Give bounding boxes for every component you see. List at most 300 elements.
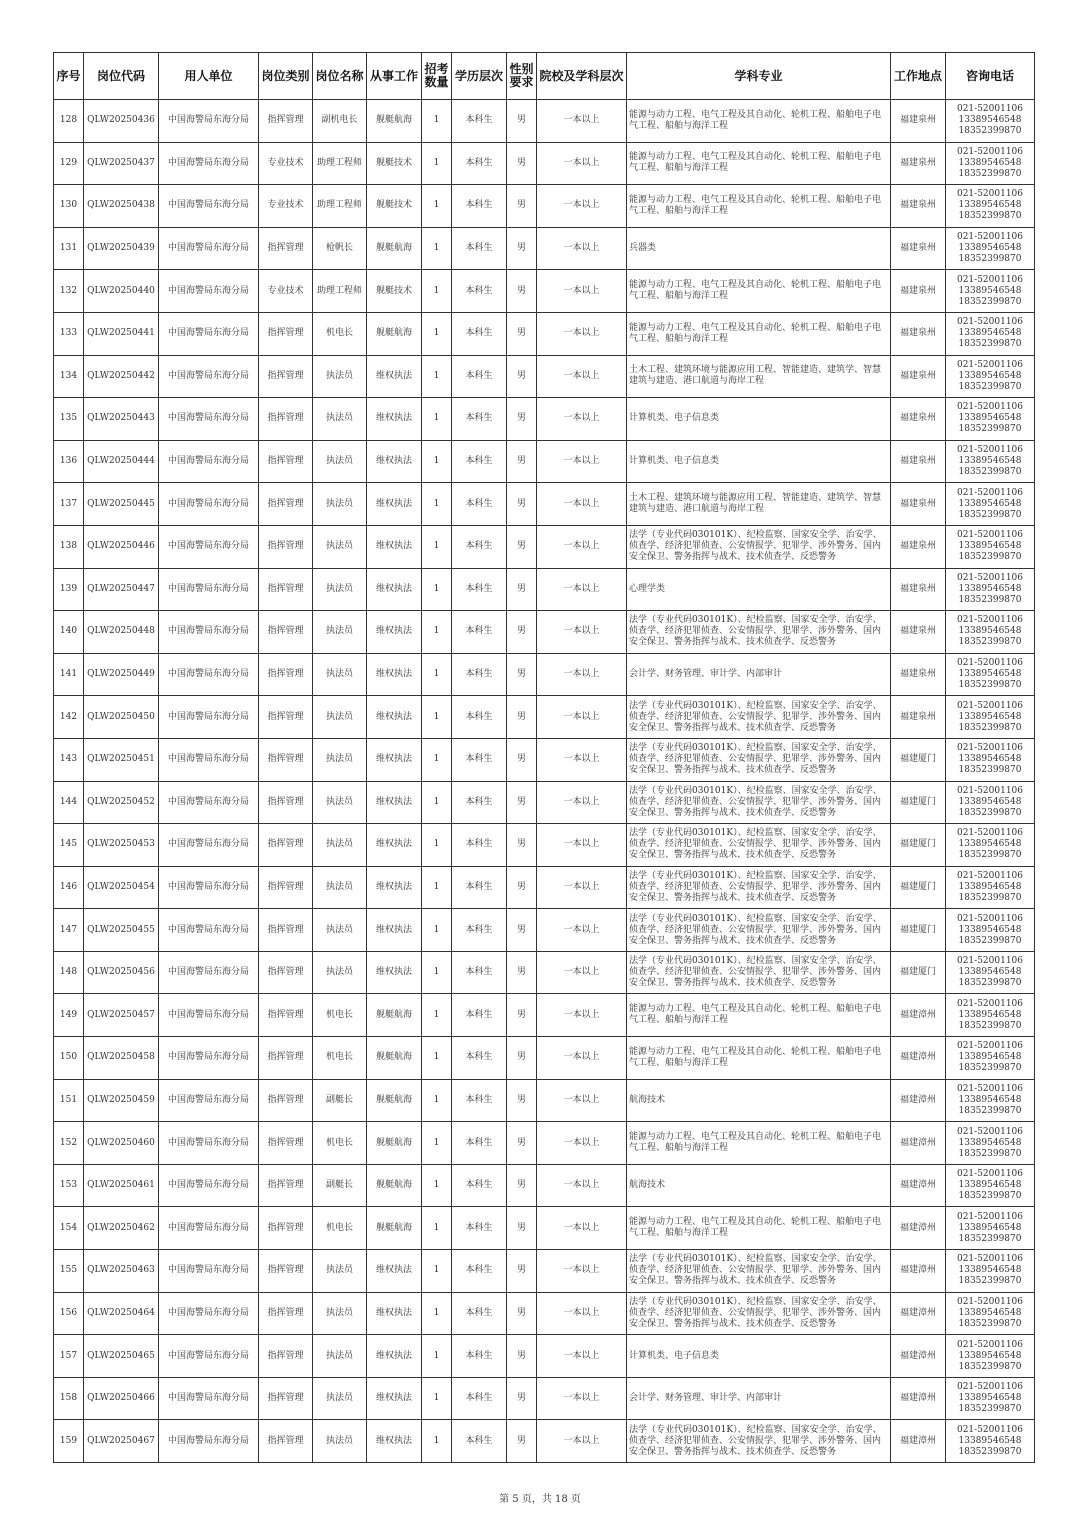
phone-number: 18352399870 bbox=[958, 467, 1022, 478]
table-row bbox=[54, 483, 1035, 526]
cell-major: 计算机类、电子信息类 bbox=[627, 440, 891, 483]
cell-unit: 中国海警局东海分局 bbox=[159, 185, 259, 228]
cell-code: QLW20250457 bbox=[84, 994, 159, 1037]
cell-location: 福建厦门 bbox=[891, 866, 946, 909]
cell-count: 1 bbox=[422, 1250, 452, 1293]
cell-title: 执法员 bbox=[313, 866, 367, 909]
cell-unit: 中国海警局东海分局 bbox=[159, 909, 259, 952]
header-category: 岗位类别 bbox=[259, 53, 313, 100]
table-row bbox=[54, 1037, 1035, 1080]
phone-number: 13389546548 bbox=[958, 1052, 1022, 1063]
cell-gender: 男 bbox=[507, 951, 537, 994]
cell-title: 机电长 bbox=[313, 1122, 367, 1165]
phone-number: 021-52001106 bbox=[956, 1041, 1024, 1052]
cell-phone bbox=[946, 355, 1035, 398]
cell-code: QLW20250460 bbox=[84, 1122, 159, 1165]
cell-level: 一本以上 bbox=[537, 994, 627, 1037]
cell-gender: 男 bbox=[507, 1122, 537, 1165]
cell-location: 福建泉州 bbox=[891, 611, 946, 654]
cell-level: 一本以上 bbox=[537, 1335, 627, 1378]
cell-edu: 本科生 bbox=[452, 653, 507, 696]
cell-gender: 男 bbox=[507, 270, 537, 313]
table-row bbox=[54, 781, 1035, 824]
cell-seq: 130 bbox=[54, 185, 84, 228]
cell-seq: 140 bbox=[54, 611, 84, 654]
cell-major: 法学（专业代码030101K）、纪检监察、国家安全学、治安学、侦查学、经济犯罪侦查、公安情报学、犯罪学、涉外警务、国内安全保卫、警务指挥与战术、技术侦查学、反恐警务 bbox=[627, 781, 891, 824]
cell-code: QLW20250448 bbox=[84, 611, 159, 654]
cell-work: 舰艇技术 bbox=[367, 142, 422, 185]
cell-location: 福建泉州 bbox=[891, 525, 946, 568]
cell-seq: 148 bbox=[54, 951, 84, 994]
phone-number: 021-52001106 bbox=[956, 828, 1024, 839]
cell-title: 机电长 bbox=[313, 1207, 367, 1250]
phone-number: 18352399870 bbox=[958, 892, 1022, 903]
cell-location: 福建漳州 bbox=[891, 1207, 946, 1250]
cell-seq: 156 bbox=[54, 1292, 84, 1335]
cell-location: 福建泉州 bbox=[891, 312, 946, 355]
cell-seq: 137 bbox=[54, 483, 84, 526]
cell-code: QLW20250459 bbox=[84, 1079, 159, 1122]
table-row bbox=[54, 909, 1035, 952]
cell-phone bbox=[946, 312, 1035, 355]
cell-code: QLW20250445 bbox=[84, 483, 159, 526]
cell-code: QLW20250464 bbox=[84, 1292, 159, 1335]
cell-title: 执法员 bbox=[313, 909, 367, 952]
cell-count: 1 bbox=[422, 227, 452, 270]
table-row bbox=[54, 1122, 1035, 1165]
cell-phone bbox=[946, 994, 1035, 1037]
phone-number: 13389546548 bbox=[958, 541, 1022, 552]
cell-title: 执法员 bbox=[313, 483, 367, 526]
cell-gender: 男 bbox=[507, 185, 537, 228]
phone-number: 13389546548 bbox=[958, 583, 1022, 594]
cell-location: 福建泉州 bbox=[891, 398, 946, 441]
cell-category: 指挥管理 bbox=[259, 1079, 313, 1122]
phone-number: 18352399870 bbox=[958, 1191, 1022, 1202]
cell-level: 一本以上 bbox=[537, 951, 627, 994]
phone-number: 13389546548 bbox=[958, 1350, 1022, 1361]
phone-number: 18352399870 bbox=[958, 1361, 1022, 1372]
cell-level: 一本以上 bbox=[537, 1420, 627, 1463]
cell-work: 舰艇航海 bbox=[367, 227, 422, 270]
phone-number: 021-52001106 bbox=[956, 1382, 1024, 1393]
phone-number: 18352399870 bbox=[958, 168, 1022, 179]
cell-code: QLW20250467 bbox=[84, 1420, 159, 1463]
phone-number: 13389546548 bbox=[958, 1180, 1022, 1191]
cell-unit: 中国海警局东海分局 bbox=[159, 738, 259, 781]
phone-number: 021-52001106 bbox=[956, 913, 1024, 924]
cell-work: 舰艇航海 bbox=[367, 994, 422, 1037]
phone-number: 021-52001106 bbox=[956, 445, 1024, 456]
phone-number: 18352399870 bbox=[958, 1063, 1022, 1074]
cell-work: 舰艇航海 bbox=[367, 1079, 422, 1122]
cell-count: 1 bbox=[422, 355, 452, 398]
cell-phone bbox=[946, 781, 1035, 824]
cell-seq: 138 bbox=[54, 525, 84, 568]
cell-edu: 本科生 bbox=[452, 1164, 507, 1207]
recruitment-table bbox=[53, 52, 1035, 1463]
cell-phone bbox=[946, 1079, 1035, 1122]
cell-seq: 155 bbox=[54, 1250, 84, 1293]
header-count: 招考数量 bbox=[422, 53, 452, 100]
cell-location: 福建漳州 bbox=[891, 1079, 946, 1122]
table-row bbox=[54, 1377, 1035, 1420]
cell-phone bbox=[946, 824, 1035, 867]
cell-level: 一本以上 bbox=[537, 525, 627, 568]
cell-edu: 本科生 bbox=[452, 951, 507, 994]
cell-edu: 本科生 bbox=[452, 100, 507, 143]
cell-unit: 中国海警局东海分局 bbox=[159, 1335, 259, 1378]
phone-number: 13389546548 bbox=[958, 413, 1022, 424]
phone-number: 18352399870 bbox=[958, 1446, 1022, 1457]
cell-phone bbox=[946, 100, 1035, 143]
table-row bbox=[54, 227, 1035, 270]
table-row bbox=[54, 824, 1035, 867]
phone-number: 13389546548 bbox=[958, 669, 1022, 680]
phone-number: 18352399870 bbox=[958, 509, 1022, 520]
cell-seq: 133 bbox=[54, 312, 84, 355]
cell-category: 指挥管理 bbox=[259, 312, 313, 355]
cell-location: 福建泉州 bbox=[891, 270, 946, 313]
cell-unit: 中国海警局东海分局 bbox=[159, 611, 259, 654]
cell-code: QLW20250442 bbox=[84, 355, 159, 398]
cell-major: 能源与动力工程、电气工程及其自动化、轮机工程、船舶电子电气工程、船舶与海洋工程 bbox=[627, 1037, 891, 1080]
phone-number: 021-52001106 bbox=[956, 956, 1024, 967]
cell-unit: 中国海警局东海分局 bbox=[159, 866, 259, 909]
cell-edu: 本科生 bbox=[452, 1207, 507, 1250]
cell-code: QLW20250437 bbox=[84, 142, 159, 185]
cell-unit: 中国海警局东海分局 bbox=[159, 781, 259, 824]
cell-work: 维权执法 bbox=[367, 696, 422, 739]
cell-edu: 本科生 bbox=[452, 1292, 507, 1335]
cell-code: QLW20250462 bbox=[84, 1207, 159, 1250]
cell-edu: 本科生 bbox=[452, 611, 507, 654]
table-row bbox=[54, 440, 1035, 483]
table-row bbox=[54, 398, 1035, 441]
table-row bbox=[54, 696, 1035, 739]
phone-number: 13389546548 bbox=[958, 370, 1022, 381]
cell-level: 一本以上 bbox=[537, 312, 627, 355]
header-phone: 咨询电话 bbox=[946, 53, 1035, 100]
cell-unit: 中国海警局东海分局 bbox=[159, 1164, 259, 1207]
phone-number: 13389546548 bbox=[958, 1094, 1022, 1105]
cell-edu: 本科生 bbox=[452, 738, 507, 781]
cell-count: 1 bbox=[422, 696, 452, 739]
phone-number: 021-52001106 bbox=[956, 232, 1024, 243]
table-row bbox=[54, 270, 1035, 313]
cell-location: 福建漳州 bbox=[891, 994, 946, 1037]
phone-number: 18352399870 bbox=[958, 1020, 1022, 1031]
cell-code: QLW20250451 bbox=[84, 738, 159, 781]
phone-number: 18352399870 bbox=[958, 296, 1022, 307]
cell-title: 执法员 bbox=[313, 824, 367, 867]
cell-title: 执法员 bbox=[313, 738, 367, 781]
phone-number: 18352399870 bbox=[958, 765, 1022, 776]
table-row bbox=[54, 355, 1035, 398]
cell-code: QLW20250458 bbox=[84, 1037, 159, 1080]
cell-phone bbox=[946, 483, 1035, 526]
phone-number: 18352399870 bbox=[958, 424, 1022, 435]
cell-level: 一本以上 bbox=[537, 1037, 627, 1080]
cell-category: 指挥管理 bbox=[259, 994, 313, 1037]
cell-seq: 128 bbox=[54, 100, 84, 143]
cell-unit: 中国海警局东海分局 bbox=[159, 951, 259, 994]
cell-gender: 男 bbox=[507, 355, 537, 398]
cell-work: 舰艇航海 bbox=[367, 312, 422, 355]
cell-major: 法学（专业代码030101K）、纪检监察、国家安全学、治安学、侦查学、经济犯罪侦查、公安情报学、犯罪学、涉外警务、国内安全保卫、警务指挥与战术、技术侦查学、反恐警务 bbox=[627, 866, 891, 909]
table-row bbox=[54, 185, 1035, 228]
cell-seq: 149 bbox=[54, 994, 84, 1037]
cell-edu: 本科生 bbox=[452, 1335, 507, 1378]
phone-number: 13389546548 bbox=[958, 1222, 1022, 1233]
cell-count: 1 bbox=[422, 270, 452, 313]
phone-number: 13389546548 bbox=[958, 839, 1022, 850]
cell-gender: 男 bbox=[507, 1164, 537, 1207]
cell-work: 维权执法 bbox=[367, 866, 422, 909]
table-row bbox=[54, 1079, 1035, 1122]
cell-gender: 男 bbox=[507, 525, 537, 568]
cell-unit: 中国海警局东海分局 bbox=[159, 1377, 259, 1420]
cell-title: 执法员 bbox=[313, 696, 367, 739]
cell-gender: 男 bbox=[507, 227, 537, 270]
cell-code: QLW20250461 bbox=[84, 1164, 159, 1207]
cell-unit: 中国海警局东海分局 bbox=[159, 1122, 259, 1165]
cell-phone bbox=[946, 1122, 1035, 1165]
cell-seq: 142 bbox=[54, 696, 84, 739]
cell-count: 1 bbox=[422, 824, 452, 867]
cell-count: 1 bbox=[422, 483, 452, 526]
table-row bbox=[54, 568, 1035, 611]
cell-gender: 男 bbox=[507, 994, 537, 1037]
cell-code: QLW20250452 bbox=[84, 781, 159, 824]
table-row bbox=[54, 312, 1035, 355]
phone-number: 18352399870 bbox=[958, 594, 1022, 605]
cell-edu: 本科生 bbox=[452, 270, 507, 313]
cell-code: QLW20250436 bbox=[84, 100, 159, 143]
cell-phone bbox=[946, 1377, 1035, 1420]
cell-category: 指挥管理 bbox=[259, 738, 313, 781]
cell-level: 一本以上 bbox=[537, 1122, 627, 1165]
phone-number: 13389546548 bbox=[958, 115, 1022, 126]
cell-unit: 中国海警局东海分局 bbox=[159, 312, 259, 355]
cell-work: 维权执法 bbox=[367, 1250, 422, 1293]
cell-seq: 144 bbox=[54, 781, 84, 824]
cell-title: 助理工程师 bbox=[313, 185, 367, 228]
cell-category: 指挥管理 bbox=[259, 568, 313, 611]
cell-category: 指挥管理 bbox=[259, 1250, 313, 1293]
cell-work: 维权执法 bbox=[367, 1292, 422, 1335]
cell-gender: 男 bbox=[507, 1292, 537, 1335]
phone-number: 18352399870 bbox=[958, 637, 1022, 648]
phone-number: 13389546548 bbox=[958, 328, 1022, 339]
cell-title: 执法员 bbox=[313, 440, 367, 483]
cell-category: 指挥管理 bbox=[259, 909, 313, 952]
cell-title: 执法员 bbox=[313, 1377, 367, 1420]
cell-count: 1 bbox=[422, 568, 452, 611]
cell-count: 1 bbox=[422, 1037, 452, 1080]
cell-edu: 本科生 bbox=[452, 142, 507, 185]
cell-major: 航海技术 bbox=[627, 1079, 891, 1122]
cell-title: 助理工程师 bbox=[313, 142, 367, 185]
table-row bbox=[54, 866, 1035, 909]
phone-number: 18352399870 bbox=[958, 1233, 1022, 1244]
cell-title: 执法员 bbox=[313, 398, 367, 441]
cell-major: 计算机类、电子信息类 bbox=[627, 398, 891, 441]
cell-level: 一本以上 bbox=[537, 1377, 627, 1420]
header-row bbox=[54, 53, 1035, 100]
cell-category: 指挥管理 bbox=[259, 696, 313, 739]
cell-gender: 男 bbox=[507, 1420, 537, 1463]
cell-location: 福建泉州 bbox=[891, 227, 946, 270]
cell-gender: 男 bbox=[507, 738, 537, 781]
cell-phone bbox=[946, 270, 1035, 313]
cell-gender: 男 bbox=[507, 1207, 537, 1250]
cell-code: QLW20250465 bbox=[84, 1335, 159, 1378]
cell-edu: 本科生 bbox=[452, 1122, 507, 1165]
phone-number: 18352399870 bbox=[958, 850, 1022, 861]
cell-work: 维权执法 bbox=[367, 483, 422, 526]
header-edu: 学历层次 bbox=[452, 53, 507, 100]
header-unit: 用人单位 bbox=[159, 53, 259, 100]
cell-major: 能源与动力工程、电气工程及其自动化、轮机工程、船舶电子电气工程、船舶与海洋工程 bbox=[627, 1207, 891, 1250]
cell-phone bbox=[946, 696, 1035, 739]
phone-number: 13389546548 bbox=[958, 456, 1022, 467]
cell-location: 福建泉州 bbox=[891, 440, 946, 483]
cell-unit: 中国海警局东海分局 bbox=[159, 440, 259, 483]
cell-seq: 146 bbox=[54, 866, 84, 909]
cell-level: 一本以上 bbox=[537, 270, 627, 313]
cell-work: 维权执法 bbox=[367, 611, 422, 654]
cell-location: 福建漳州 bbox=[891, 1122, 946, 1165]
cell-title: 机电长 bbox=[313, 1037, 367, 1080]
cell-edu: 本科生 bbox=[452, 1420, 507, 1463]
phone-number: 18352399870 bbox=[958, 211, 1022, 222]
phone-number: 021-52001106 bbox=[956, 487, 1024, 498]
phone-number: 18352399870 bbox=[958, 722, 1022, 733]
cell-category: 专业技术 bbox=[259, 270, 313, 313]
cell-major: 航海技术 bbox=[627, 1164, 891, 1207]
cell-phone bbox=[946, 568, 1035, 611]
cell-major: 能源与动力工程、电气工程及其自动化、轮机工程、船舶电子电气工程、船舶与海洋工程 bbox=[627, 100, 891, 143]
cell-code: QLW20250455 bbox=[84, 909, 159, 952]
cell-location: 福建厦门 bbox=[891, 781, 946, 824]
cell-seq: 139 bbox=[54, 568, 84, 611]
header-level: 院校及学科层次 bbox=[537, 53, 627, 100]
cell-phone bbox=[946, 909, 1035, 952]
cell-count: 1 bbox=[422, 866, 452, 909]
cell-level: 一本以上 bbox=[537, 1164, 627, 1207]
cell-category: 指挥管理 bbox=[259, 866, 313, 909]
cell-phone bbox=[946, 1164, 1035, 1207]
cell-seq: 141 bbox=[54, 653, 84, 696]
cell-phone bbox=[946, 440, 1035, 483]
cell-unit: 中国海警局东海分局 bbox=[159, 1420, 259, 1463]
cell-seq: 143 bbox=[54, 738, 84, 781]
phone-number: 18352399870 bbox=[958, 680, 1022, 691]
cell-edu: 本科生 bbox=[452, 866, 507, 909]
cell-edu: 本科生 bbox=[452, 824, 507, 867]
phone-number: 13389546548 bbox=[958, 754, 1022, 765]
cell-major: 法学（专业代码030101K）、纪检监察、国家安全学、治安学、侦查学、经济犯罪侦查、公安情报学、犯罪学、涉外警务、国内安全保卫、警务指挥与战术、技术侦查学、反恐警务 bbox=[627, 1420, 891, 1463]
cell-count: 1 bbox=[422, 781, 452, 824]
cell-category: 指挥管理 bbox=[259, 653, 313, 696]
table-row bbox=[54, 142, 1035, 185]
cell-count: 1 bbox=[422, 525, 452, 568]
cell-gender: 男 bbox=[507, 312, 537, 355]
cell-seq: 132 bbox=[54, 270, 84, 313]
cell-phone bbox=[946, 1335, 1035, 1378]
table-row bbox=[54, 1420, 1035, 1463]
cell-title: 执法员 bbox=[313, 525, 367, 568]
cell-location: 福建漳州 bbox=[891, 1292, 946, 1335]
cell-level: 一本以上 bbox=[537, 866, 627, 909]
cell-title: 执法员 bbox=[313, 1250, 367, 1293]
cell-count: 1 bbox=[422, 994, 452, 1037]
cell-unit: 中国海警局东海分局 bbox=[159, 100, 259, 143]
cell-gender: 男 bbox=[507, 1335, 537, 1378]
cell-unit: 中国海警局东海分局 bbox=[159, 1207, 259, 1250]
cell-category: 指挥管理 bbox=[259, 525, 313, 568]
cell-major: 法学（专业代码030101K）、纪检监察、国家安全学、治安学、侦查学、经济犯罪侦查、公安情报学、犯罪学、涉外警务、国内安全保卫、警务指挥与战术、技术侦查学、反恐警务 bbox=[627, 1292, 891, 1335]
cell-unit: 中国海警局东海分局 bbox=[159, 1079, 259, 1122]
phone-number: 13389546548 bbox=[958, 1137, 1022, 1148]
phone-number: 021-52001106 bbox=[956, 359, 1024, 370]
cell-code: QLW20250439 bbox=[84, 227, 159, 270]
cell-category: 指挥管理 bbox=[259, 440, 313, 483]
cell-code: QLW20250456 bbox=[84, 951, 159, 994]
phone-number: 18352399870 bbox=[958, 978, 1022, 989]
cell-location: 福建漳州 bbox=[891, 1377, 946, 1420]
cell-count: 1 bbox=[422, 909, 452, 952]
cell-location: 福建泉州 bbox=[891, 142, 946, 185]
cell-work: 维权执法 bbox=[367, 440, 422, 483]
cell-category: 专业技术 bbox=[259, 185, 313, 228]
cell-edu: 本科生 bbox=[452, 355, 507, 398]
table-row bbox=[54, 1335, 1035, 1378]
cell-major: 能源与动力工程、电气工程及其自动化、轮机工程、船舶电子电气工程、船舶与海洋工程 bbox=[627, 1122, 891, 1165]
cell-seq: 150 bbox=[54, 1037, 84, 1080]
cell-major: 土木工程、建筑环境与能源应用工程、智能建造、建筑学、智慧建筑与建造、港口航道与海岸工程 bbox=[627, 483, 891, 526]
cell-category: 指挥管理 bbox=[259, 1335, 313, 1378]
header-major: 学科专业 bbox=[627, 53, 891, 100]
cell-title: 执法员 bbox=[313, 1292, 367, 1335]
cell-work: 维权执法 bbox=[367, 738, 422, 781]
cell-work: 维权执法 bbox=[367, 1377, 422, 1420]
cell-code: QLW20250443 bbox=[84, 398, 159, 441]
cell-count: 1 bbox=[422, 1207, 452, 1250]
cell-gender: 男 bbox=[507, 909, 537, 952]
cell-seq: 153 bbox=[54, 1164, 84, 1207]
cell-level: 一本以上 bbox=[537, 1079, 627, 1122]
cell-level: 一本以上 bbox=[537, 1250, 627, 1293]
phone-number: 021-52001106 bbox=[956, 1211, 1024, 1222]
cell-phone bbox=[946, 1420, 1035, 1463]
cell-gender: 男 bbox=[507, 781, 537, 824]
table-row bbox=[54, 653, 1035, 696]
cell-location: 福建厦门 bbox=[891, 909, 946, 952]
phone-number: 021-52001106 bbox=[956, 317, 1024, 328]
cell-count: 1 bbox=[422, 398, 452, 441]
cell-title: 执法员 bbox=[313, 951, 367, 994]
cell-level: 一本以上 bbox=[537, 653, 627, 696]
cell-location: 福建漳州 bbox=[891, 1164, 946, 1207]
phone-number: 13389546548 bbox=[958, 711, 1022, 722]
cell-gender: 男 bbox=[507, 483, 537, 526]
cell-location: 福建漳州 bbox=[891, 1037, 946, 1080]
cell-phone bbox=[946, 398, 1035, 441]
cell-level: 一本以上 bbox=[537, 185, 627, 228]
cell-unit: 中国海警局东海分局 bbox=[159, 483, 259, 526]
